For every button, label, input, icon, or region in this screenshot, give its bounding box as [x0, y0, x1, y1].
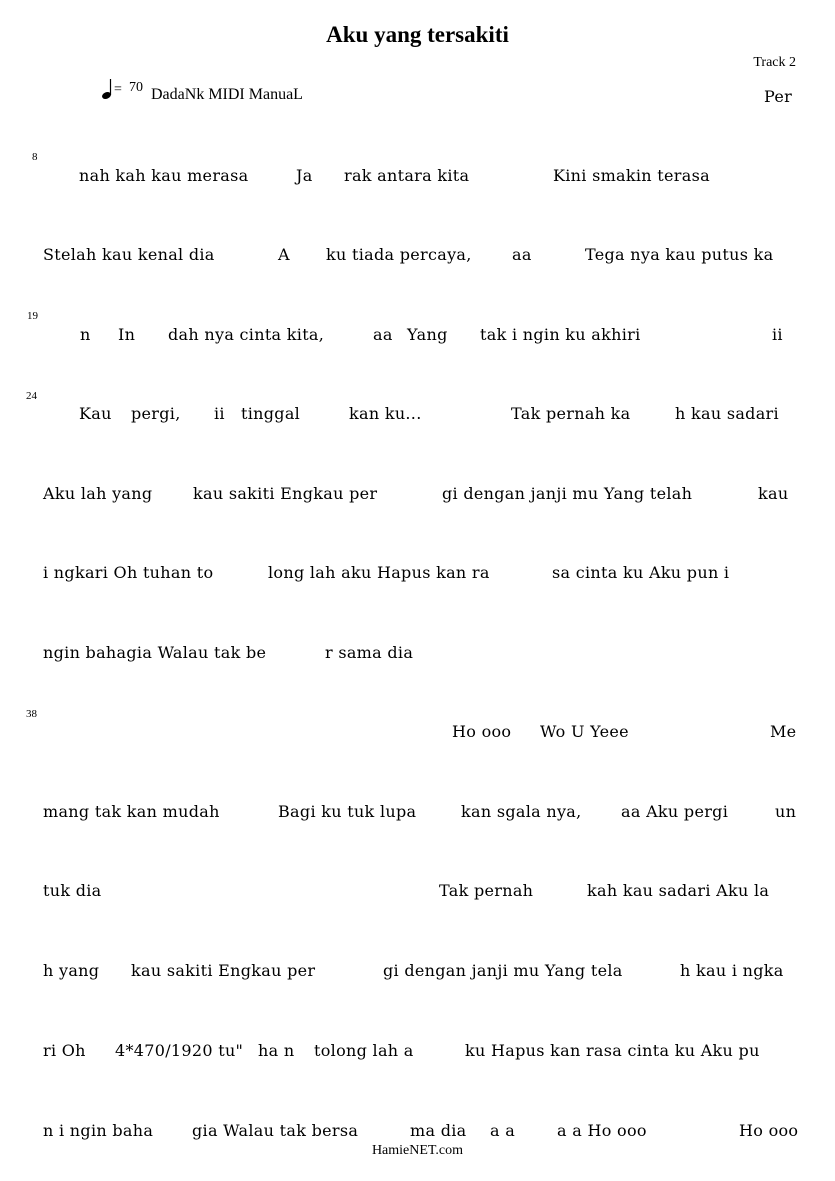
lyric-syllable: h kau sadari — [675, 404, 779, 423]
lyric-syllable: Tak pernah ka — [511, 404, 631, 423]
song-title: Aku yang tersakiti — [326, 22, 509, 47]
lyric-syllable: i ngkari Oh tuhan to — [43, 563, 214, 582]
lyric-syllable: Stelah kau kenal dia — [43, 245, 215, 264]
lyric-syllable: n — [80, 325, 91, 344]
lyric-syllable: gi dengan janji mu Yang tela — [383, 961, 623, 980]
lyric-syllable: Per — [764, 87, 793, 106]
track-label: Track 2 — [753, 55, 796, 70]
lyric-syllable: kan ku... — [349, 404, 422, 423]
lyric-syllable: un — [775, 802, 797, 821]
lyric-syllable: Tak pernah — [439, 881, 534, 900]
tempo-marking — [100, 78, 400, 102]
lyric-syllable: long lah aku Hapus kan ra — [268, 563, 490, 582]
lyric-syllable: sa cinta ku Aku pun i — [552, 563, 730, 582]
lyric-syllable: h yang — [43, 961, 100, 980]
lyric-syllable: kau sakiti Engkau per — [131, 961, 316, 980]
lyric-syllable: gi dengan janji mu Yang telah — [442, 484, 693, 503]
lyric-syllable: rak antara kita — [344, 166, 470, 185]
lyric-syllable: tolong lah a — [314, 1041, 414, 1060]
lyric-syllable: Aku lah yang — [43, 484, 153, 503]
lyric-syllable: n i ngin baha — [43, 1121, 154, 1140]
lyric-syllable: aa Aku pergi — [621, 802, 729, 821]
lyric-syllable: kah kau sadari Aku la — [587, 881, 770, 900]
lyric-syllable: A — [278, 245, 290, 264]
lyric-syllable: ii — [214, 404, 225, 423]
lyric-syllable: Me — [770, 722, 797, 741]
footer-site-credit: HamieNET.com — [371, 1143, 464, 1158]
measure-number: 8 — [32, 151, 38, 163]
lyric-syllable: ku Hapus kan rasa cinta ku Aku pu — [465, 1041, 760, 1060]
lyric-syllable: kau sakiti Engkau per — [193, 484, 378, 503]
lyric-syllable: Ho ooo — [452, 722, 512, 741]
lyric-syllable: Wo U Yeee — [540, 722, 629, 741]
lyric-syllable: kan sgala nya, — [461, 802, 582, 821]
lyric-syllable: 4*470/1920 tu" — [115, 1041, 244, 1060]
lyric-syllable: aa — [512, 245, 532, 264]
lyric-syllable: aa — [373, 325, 393, 344]
lyric-syllable: r sama dia — [325, 643, 414, 662]
lyric-syllable: ha n — [258, 1041, 295, 1060]
measure-number: 19 — [27, 310, 38, 322]
lyric-syllable: ri Oh — [43, 1041, 86, 1060]
lyric-syllable: ku tiada percaya, — [326, 245, 472, 264]
lyric-syllable: In — [118, 325, 136, 344]
tempo-bpm: 70 — [129, 80, 143, 95]
lyric-syllable: tinggal — [241, 404, 301, 423]
lyric-syllable: nah kah kau merasa — [79, 166, 249, 185]
measure-number: 24 — [26, 390, 37, 402]
lyric-syllable: Yang — [407, 325, 448, 344]
lyric-syllable: kau — [758, 484, 789, 503]
lyric-syllable: Bagi ku tuk lupa — [278, 802, 417, 821]
tempo-equals: = — [114, 82, 122, 97]
lyric-syllable: tak i ngin ku akhiri — [480, 325, 641, 344]
measure-number: 38 — [26, 708, 37, 720]
lyric-syllable: h kau i ngka — [680, 961, 784, 980]
lyric-syllable: dah nya cinta kita, — [168, 325, 325, 344]
lyric-syllable: mang tak kan mudah — [43, 802, 220, 821]
lyric-syllable: ii — [772, 325, 783, 344]
tempo-text: DadaNk MIDI ManuaL — [151, 86, 303, 103]
lyric-syllable: Kau — [79, 404, 112, 423]
lyric-syllable: a a — [490, 1121, 516, 1140]
quarter-note-icon — [100, 78, 114, 100]
lyric-syllable: tuk dia — [43, 881, 102, 900]
lyric-syllable: Tega nya kau putus ka — [585, 245, 774, 264]
lyric-syllable: ma dia — [410, 1121, 467, 1140]
lyric-syllable: a a Ho ooo — [557, 1121, 647, 1140]
lyric-syllable: ngin bahagia Walau tak be — [43, 643, 267, 662]
lyric-syllable: gia Walau tak bersa — [192, 1121, 359, 1140]
lyric-syllable: pergi, — [131, 404, 181, 423]
lyric-syllable: Ho ooo — [739, 1121, 799, 1140]
lyric-syllable: Kini smakin terasa — [553, 166, 710, 185]
lyric-syllable: Ja — [296, 166, 313, 185]
